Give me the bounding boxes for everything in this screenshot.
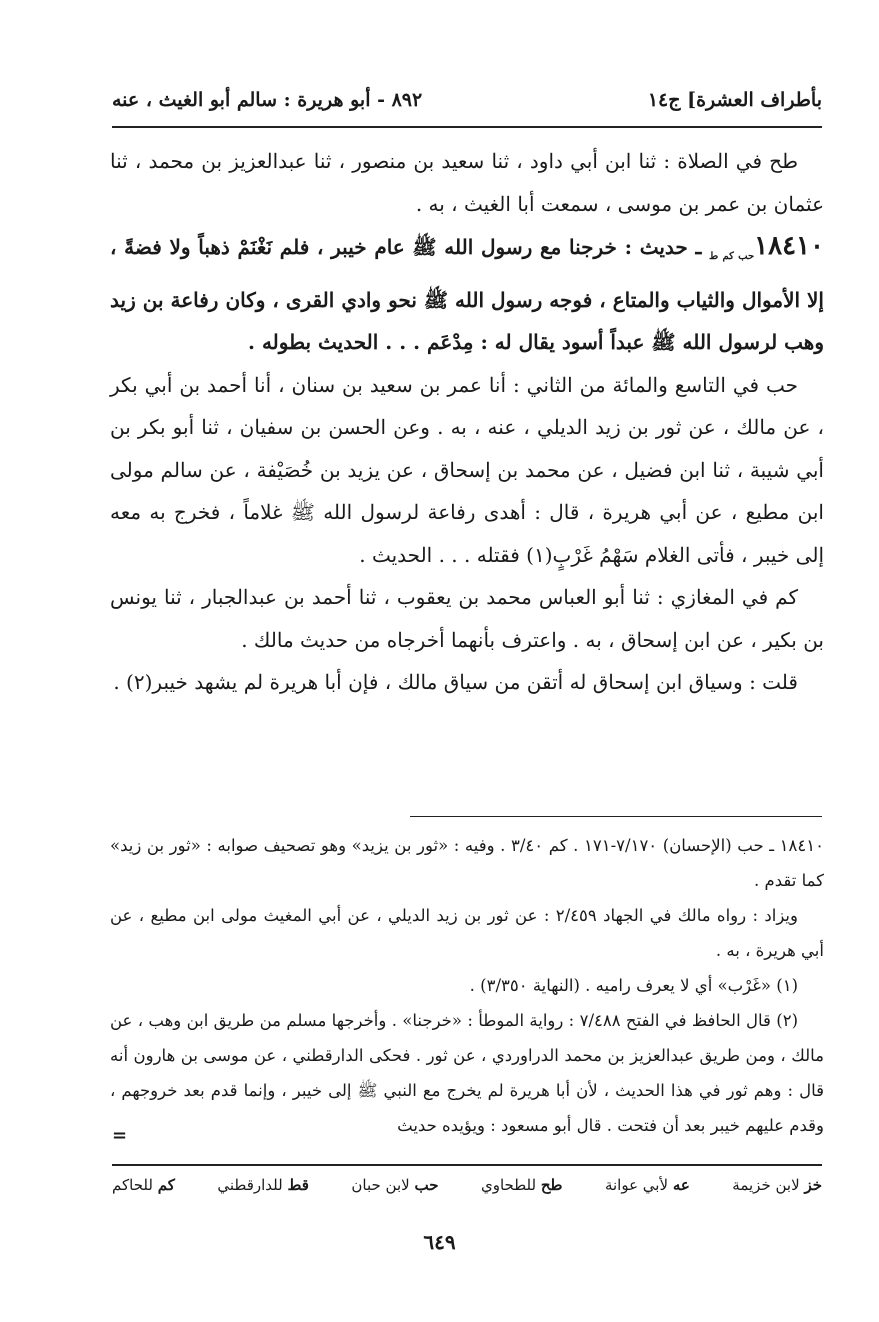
footnote-3: (١) «غَرْب» أي لا يعرف راميه . (النهاية ٣/٣٥٠) . xyxy=(469,976,798,995)
abbr-item: طح للطحاوي xyxy=(480,1176,563,1194)
footnote-4: (٢) قال الحافظ في الفتح ٧/٤٨٨ : رواية الموطأ : «خرجنا» . وأخرجها مسلم من طريق ابن وهب ، عن مالك ، ومن طريق عبدالعزيز بن محمد الدراوردي ، عن ثور . فحكى الدارقطني ، عن موسى بن هارون أنه قال : وهم ثور في هذا الحديث ، لأن أبا هريرة لم يخرج مع النبي ﷺ إلى خيبر ، وإنما قدم بعد خروجهم ، وقدم عليهم خيبر بعد أن فتحت . قال أبو مسعود : ويؤيده حديث xyxy=(110,1011,824,1135)
page-number: ٦٤٩ xyxy=(423,1230,456,1254)
abbr-item: عه لأبي عوانة xyxy=(604,1176,690,1194)
abbr-item: حب لابن حبان xyxy=(351,1176,439,1194)
abbr-item: خز لابن خزيمة xyxy=(732,1176,822,1194)
paragraph-3: حب في التاسع والمائة من الثاني : أنا عمر بن سعيد بن سنان ، أنا أحمد بن أبي بكر ، عن مالك ، عن ثور بن زيد الديلي ، عنه ، به . وعن الحسن بن سفيان ، ثنا أبو بكر بن أبي شيبة ، ثنا ابن فضيل ، عن محمد بن إسحاق ، عن يزيد بن خُصَيْفة ، عن سالم مولى ابن مطيع ، عن أبي هريرة ، قال : أهدى رفاعة لرسول الله ﷺ غلاماً ، فخرج به معه إلى خيبر ، فأتى الغلام سَهْمُ غَرْبٍ(١) فقتله . . . الحديث . xyxy=(110,372,824,567)
header-book-title: بأطراف العشرة] ج١٤ xyxy=(647,89,822,111)
running-header xyxy=(112,80,822,120)
header-section-title: ٨٩٢ - أبو هريرة : سالم أبو الغيث ، عنه xyxy=(112,89,423,111)
hadith-entry xyxy=(110,225,824,364)
footnote-1: ١٨٤١٠ ـ حب (الإحسان) ٧/١٧٠-١٧١ . كم ٣/٤٠ . وفيه : «ثور بن يزيد» وهو تصحيف صوابه : «ثور بن زيد» كما تقدم . xyxy=(110,836,824,890)
hadith-text: ـ حديث : خرجنا مع رسول الله ﷺ عام خيبر ، فلم نَغْنَمْ ذهباً ولا فضةً ، إلا الأموال والثياب والمتاع ، فوجه رسول الله ﷺ نحو وادي القرى ، وكان رفاعة بن زيد وهب لرسول الله ﷺ عبداً أسود يقال له : مِدْعَم . . . الحديث بطوله . xyxy=(110,235,824,354)
footnote-separator xyxy=(410,816,822,817)
abbr-item: كم للحاكم xyxy=(112,1176,175,1194)
header-rule xyxy=(112,126,822,128)
footer-rule xyxy=(112,1164,822,1166)
footnote-2: ويزاد : رواه مالك في الجهاد ٢/٤٥٩ : عن ثور بن زيد الديلي ، عن أبي المغيث مولى ابن مطيع ، عن أبي هريرة ، به . xyxy=(110,906,824,960)
hadith-number: ١٨٤١٠ xyxy=(754,231,824,261)
paragraph-4: كم في المغازي : ثنا أبو العباس محمد بن يعقوب ، ثنا أحمد بن عبدالجبار ، ثنا يونس بن بكير ، عن ابن إسحاق ، به . واعترف بأنهما أخرجاه من حديث مالك . xyxy=(110,585,824,652)
continuation-mark: = xyxy=(112,1125,128,1146)
hadith-symbols: حب كم ط xyxy=(709,251,755,262)
abbreviation-key xyxy=(112,1176,822,1194)
main-text xyxy=(110,140,824,704)
abbr-item: قط للدارقطني xyxy=(217,1176,309,1194)
paragraph-1: طح في الصلاة : ثنا ابن أبي داود ، ثنا سعيد بن منصور ، ثنا عبدالعزيز بن محمد ، ثنا عثمان بن عمر بن موسى ، سمعت أبا الغيث ، به . xyxy=(110,149,824,216)
paragraph-5: قلت : وسياق ابن إسحاق له أتقن من سياق مالك ، فإن أبا هريرة لم يشهد خيبر(٢) . xyxy=(113,670,798,694)
footnotes xyxy=(110,828,824,1143)
